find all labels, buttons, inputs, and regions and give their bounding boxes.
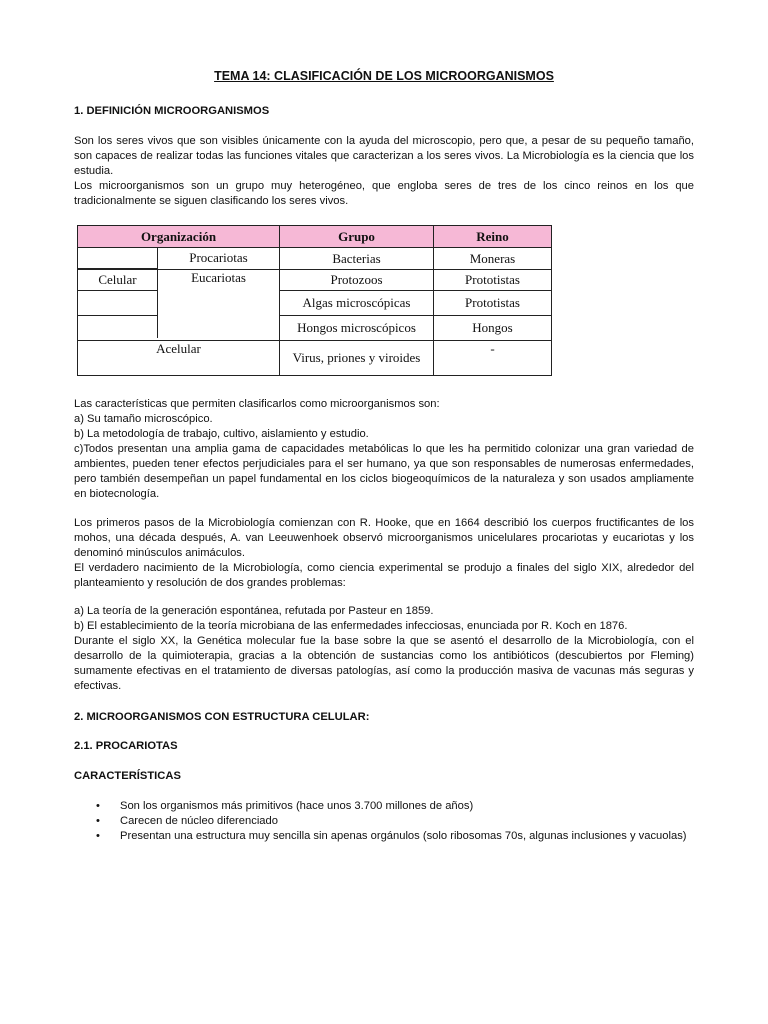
characteristic-a: a) Su tamaño microscópico. — [74, 413, 213, 425]
header-organizacion: Organización — [78, 226, 280, 248]
characteristics-block — [74, 397, 694, 502]
organizacion-subtable-cell — [78, 248, 280, 270]
bullet-icon: • — [96, 830, 100, 842]
section-1-heading: 1. DEFINICIÓN MICROORGANISMOS — [74, 105, 270, 117]
definition-paragraph: Son los seres vivos que son visibles únicamente con la ayuda del microscopio, pero que, a pesar de su pequeño tamaño, son capaces de realizar todas las funciones vitales que caracterizan a los seres vivos. La Microbiología es la ciencia que los estudia. — [74, 135, 694, 177]
bullet-icon: • — [96, 800, 100, 812]
table-row — [78, 270, 552, 291]
reino-cell: Hongos — [434, 316, 552, 341]
eucariotas-label: Eucariotas — [191, 270, 246, 285]
problem-b: b) El establecimiento de la teoría microbiana de las enfermedades infecciosas, enunciada por R. Koch en 1876. — [74, 620, 628, 632]
list-item: • Son los organismos más primitivos (hace unos 3.700 millones de años) — [96, 800, 474, 812]
characteristics-intro: Las características que permiten clasificarlos como microorganismos son: — [74, 398, 440, 410]
heterogeneity-paragraph: Los microorganismos son un grupo muy heterogéneo, que engloba seres de tres de los cinco reinos en los que tradicionalmente se siguen clasificando los seres vivos. — [74, 180, 694, 207]
characteristic-c: c)Todos presentan una amplia gama de capacidades metabólicas lo que les ha permitido colonizar una gran variedad de ambientes, pueden tener efectos perjudiciales para el ser humano, ya que son responsables de numerosas enfermedades, pero también desempeñan un papel fundamental en los ciclos biogeoquímicos de la naturaleza y son usados ampliamente en biotecnología. — [74, 443, 694, 500]
reino-cell: Prototistas — [434, 291, 552, 316]
grupo-cell: Algas microscópicas — [280, 291, 434, 316]
celular-subtable — [78, 248, 279, 269]
header-reino: Reino — [434, 226, 552, 248]
grupo-cell: Protozoos — [280, 270, 434, 291]
section-2-heading: 2. MICROORGANISMOS CON ESTRUCTURA CELULAR: — [74, 711, 370, 723]
history-paragraph-2: El verdadero nacimiento de la Microbiología, como ciencia experimental se produjo a finales del siglo XIX, alrededor del planteamiento y resolución de dos grandes problemas: — [74, 562, 694, 589]
table-row — [78, 341, 552, 376]
grupo-cell: Bacterias — [280, 248, 434, 270]
characteristic-b: b) La metodología de trabajo, cultivo, aislamiento y estudio. — [74, 428, 369, 440]
section-2-1-heading: 2.1. PROCARIOTAS — [74, 740, 178, 752]
grupo-cell: Virus, priones y viroides — [280, 341, 434, 376]
procariotas-label: Procariotas — [189, 250, 248, 266]
history-paragraph-1: Los primeros pasos de la Microbiología comienzan con R. Hooke, que en 1664 describió los cuerpos fructificantes de los mohos, una década después, A. van Leeuwenhoek observó microorganismos unicelulares procariotas y eucariotas y los denominó minúsculos animáculos. — [74, 517, 694, 559]
grupo-cell: Hongos microscópicos — [280, 316, 434, 341]
procariotas-bullets — [74, 799, 694, 844]
problems-block — [74, 604, 694, 694]
page-title: TEMA 14: CLASIFICACIÓN DE LOS MICROORGANISMOS — [214, 69, 554, 83]
reino-cell: Moneras — [434, 248, 552, 270]
characteristics-heading: CARACTERÍSTICAS — [74, 770, 181, 782]
eucariotas-cell — [78, 270, 280, 341]
list-item: • Carecen de núcleo diferenciado — [96, 815, 278, 827]
table-header-row — [78, 226, 552, 248]
history-block — [74, 516, 694, 591]
problem-a: a) La teoría de la generación espontánea, refutada por Pasteur en 1859. — [74, 605, 434, 617]
section-1-text — [74, 134, 694, 209]
bullet-list — [74, 799, 694, 844]
list-item: • Presentan una estructura muy sencilla sin apenas orgánulos (solo ribosomas 70s, algunas inclusiones y vacuolas) — [96, 830, 687, 842]
reino-cell: Prototistas — [434, 270, 552, 291]
header-grupo: Grupo — [280, 226, 434, 248]
bullet-icon: • — [96, 815, 100, 827]
reino-cell: - — [434, 341, 552, 376]
table-row — [78, 248, 552, 270]
acelular-label: Acelular — [78, 341, 280, 376]
history-paragraph-3: Durante el siglo XX, la Genética molecular fue la base sobre la que se asentó el desarrollo de la Microbiología, con el desarrollo de la quimioterapia, gracias a la obtención de sustancias como los antibióticos (descubiertos por Fleming) sumamente efectivas en el tratamiento de diversas patologías, así como la producción masiva de vacunas más seguras y efectivas. — [74, 635, 694, 692]
classification-table — [77, 225, 552, 376]
celular-label: Celular — [78, 270, 158, 291]
